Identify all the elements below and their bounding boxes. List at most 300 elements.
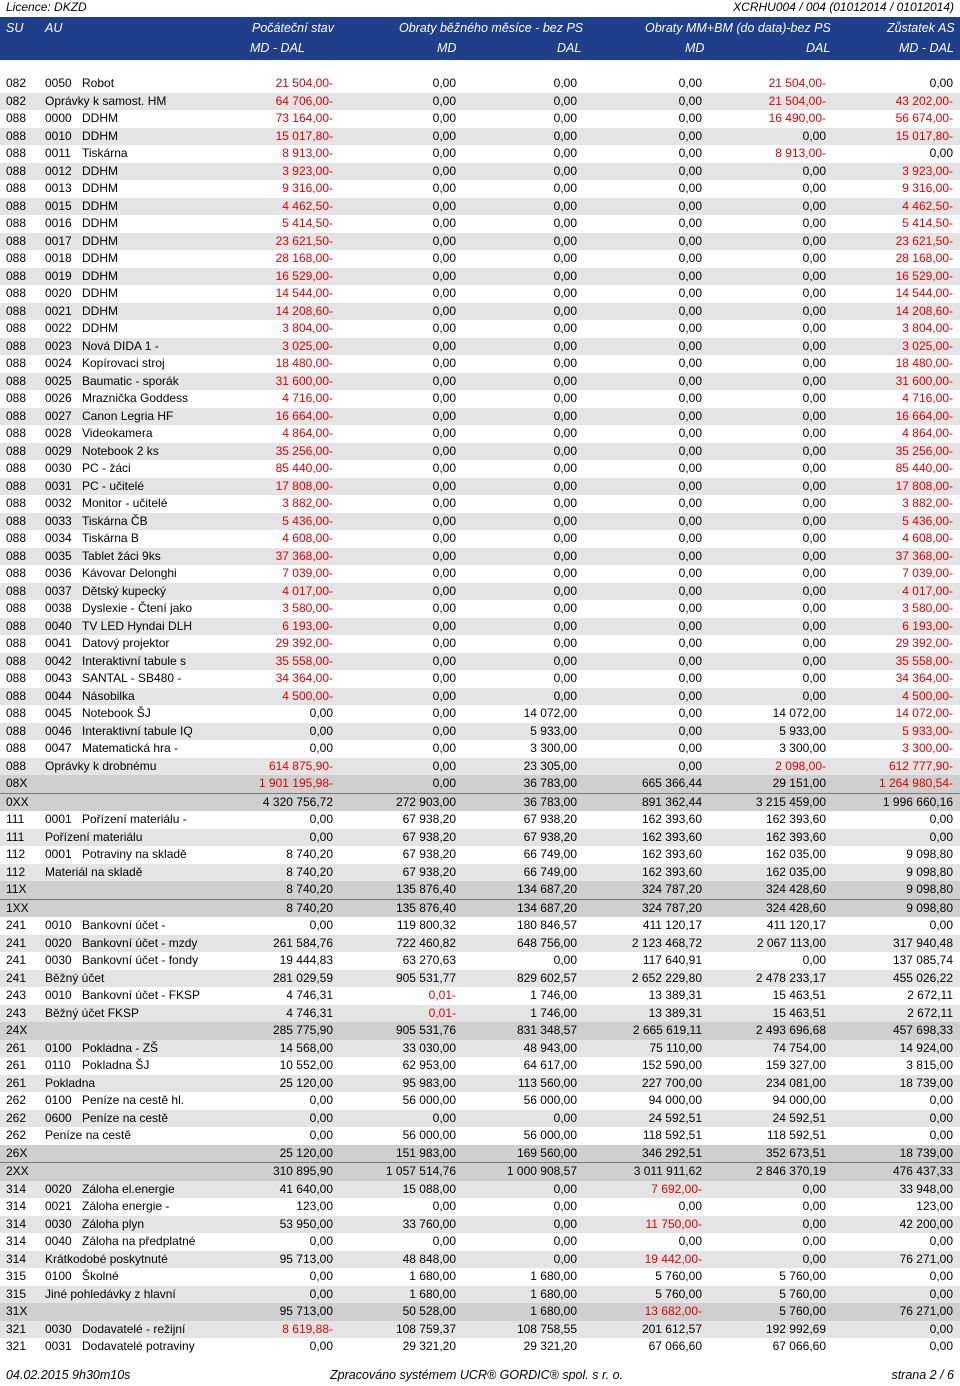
- value-cell: 0,00: [553, 1216, 577, 1231]
- value-cell: 56 000,00: [523, 1093, 577, 1107]
- su-cell: 315: [6, 1269, 27, 1283]
- table-row: [0, 285, 960, 303]
- value-cell: 0,00: [802, 1199, 826, 1213]
- value-cell: 9 098,80: [906, 882, 953, 896]
- value-cell: 346 292,51: [641, 1145, 702, 1160]
- value-cell: 0,00: [678, 93, 702, 108]
- name-cell: Peníze na cestě hl.: [82, 1093, 185, 1107]
- col-dal: DAL: [557, 41, 582, 55]
- value-cell: 85 440,00-: [895, 461, 953, 475]
- value-cell: 0,00: [309, 1110, 333, 1125]
- value-cell: 0,00: [553, 478, 577, 493]
- value-cell: 0,00: [432, 76, 456, 90]
- value-cell: 3 215 459,00: [755, 794, 826, 809]
- value-cell: 7 039,00-: [282, 566, 333, 580]
- name-cell: Tiskárna B: [82, 531, 139, 545]
- value-cell: 831 348,57: [516, 1023, 577, 1037]
- report-id: XCRHU004 / 004 (01012014 / 01012014): [733, 0, 954, 14]
- value-cell: 3 025,00-: [282, 338, 333, 353]
- value-cell: 2 478 233,17: [755, 970, 826, 985]
- value-cell: 0,00: [929, 1234, 953, 1248]
- name-cell: TV LED Hyndai DLH: [82, 618, 193, 633]
- value-cell: 0,00: [432, 706, 456, 720]
- value-cell: 0,00: [432, 128, 456, 143]
- value-cell: 0,01-: [428, 988, 456, 1002]
- value-cell: 4 716,00-: [902, 391, 953, 405]
- table-header: [0, 17, 960, 60]
- au-cell: 0100: [45, 1269, 72, 1283]
- value-cell: 31 600,00-: [895, 373, 953, 388]
- su-cell: 088: [6, 583, 27, 598]
- value-cell: 5 760,00: [655, 1269, 702, 1283]
- value-cell: 0,00: [678, 1234, 702, 1248]
- su-cell: 261: [6, 1058, 27, 1072]
- value-cell: 0,00: [802, 443, 826, 458]
- col-md-mm: MD: [685, 41, 705, 55]
- value-cell: 411 120,17: [766, 918, 826, 932]
- table-row: [0, 163, 960, 181]
- table-row: [0, 75, 960, 93]
- name-cell: Bankovní účet - mzdy: [82, 935, 198, 950]
- value-cell: 28 168,00-: [275, 251, 333, 265]
- value-cell: 95 713,00: [279, 1304, 333, 1318]
- su-cell: 088: [6, 706, 27, 720]
- value-cell: 36 783,00: [523, 776, 577, 790]
- table-row: [0, 987, 960, 1005]
- table-row: [0, 653, 960, 671]
- au-cell: 0036: [45, 566, 72, 580]
- au-cell: 0031: [45, 1339, 72, 1353]
- su-cell: 088: [6, 566, 27, 580]
- value-cell: 0,00: [553, 566, 577, 580]
- value-cell: 0,00: [678, 671, 702, 685]
- value-cell: 108 759,37: [395, 1321, 456, 1336]
- value-cell: 0,00: [432, 321, 456, 335]
- value-cell: 0,00: [802, 1234, 826, 1248]
- au-cell: 0040: [45, 1234, 72, 1248]
- su-cell: 314: [6, 1216, 27, 1231]
- value-cell: 24 592,51: [648, 1110, 702, 1125]
- value-cell: 16 664,00-: [275, 408, 333, 423]
- value-cell: 0,00: [678, 356, 702, 370]
- su-cell: 11X: [6, 882, 27, 896]
- su-cell: 088: [6, 181, 27, 195]
- name-cell: Pokladna: [45, 1075, 96, 1090]
- value-cell: 272 903,00: [395, 794, 456, 809]
- table-row: [0, 1110, 960, 1128]
- table-row: [0, 110, 960, 128]
- table-row: [0, 1181, 960, 1199]
- value-cell: 17 808,00-: [895, 478, 953, 493]
- name-cell: Násobilka: [82, 688, 135, 703]
- value-cell: 0,00: [553, 496, 577, 510]
- value-cell: 137 085,74: [892, 953, 953, 967]
- value-cell: 0,00: [553, 356, 577, 370]
- value-cell: 0,00: [678, 76, 702, 90]
- value-cell: 0,00: [678, 181, 702, 195]
- table-row: [0, 145, 960, 163]
- footer-date: 04.02.2015 9h30m10s: [6, 1368, 131, 1382]
- value-cell: 0,00: [802, 373, 826, 388]
- value-cell: 28 168,00-: [895, 251, 953, 265]
- table-row: [0, 250, 960, 268]
- value-cell: 9 098,80: [906, 900, 953, 915]
- value-cell: 95 983,00: [402, 1075, 456, 1090]
- value-cell: 3 804,00-: [902, 321, 953, 335]
- value-cell: 0,00: [553, 163, 577, 178]
- value-cell: 0,00: [802, 531, 826, 545]
- value-cell: 0,00: [678, 426, 702, 440]
- account-table: [0, 75, 960, 1356]
- su-cell: 262: [6, 1128, 27, 1142]
- value-cell: 0,00: [802, 338, 826, 353]
- name-cell: Krátkodobé poskytnuté: [45, 1251, 168, 1266]
- table-row: [0, 793, 960, 812]
- value-cell: 4 462,50-: [282, 198, 333, 213]
- su-cell: 243: [6, 988, 27, 1002]
- su-cell: 314: [6, 1251, 27, 1266]
- value-cell: 665 366,44: [641, 776, 702, 790]
- value-cell: 0,00: [802, 251, 826, 265]
- table-row: [0, 670, 960, 688]
- su-cell: 088: [6, 618, 27, 633]
- value-cell: 0,00: [929, 146, 953, 160]
- value-cell: 0,00: [678, 443, 702, 458]
- au-cell: 0025: [45, 373, 72, 388]
- value-cell: 0,00: [309, 1286, 333, 1301]
- value-cell: 0,00: [678, 146, 702, 160]
- value-cell: 4 017,00-: [902, 583, 953, 598]
- table-row: [0, 513, 960, 531]
- value-cell: 50 528,00: [402, 1304, 456, 1318]
- value-cell: 0,00: [802, 233, 826, 248]
- value-cell: 0,00: [678, 128, 702, 143]
- name-cell: SANTAL - SB480 -: [82, 671, 182, 685]
- name-cell: Dodavatelé - režijní: [82, 1321, 186, 1336]
- table-row: [0, 1022, 960, 1040]
- au-cell: 0050: [45, 76, 72, 90]
- value-cell: 35 256,00-: [895, 443, 953, 458]
- value-cell: 34 364,00-: [895, 671, 953, 685]
- value-cell: 4 500,00-: [902, 688, 953, 703]
- col-obraty: Obraty běžného měsíce - bez PS: [399, 21, 584, 35]
- name-cell: Dětský kupecký: [82, 583, 167, 598]
- au-cell: 0030: [45, 953, 72, 967]
- value-cell: 76 271,00: [899, 1251, 953, 1266]
- value-cell: 0,00: [432, 286, 456, 300]
- value-cell: 14 208,60-: [895, 303, 953, 318]
- value-cell: 31 600,00-: [275, 373, 333, 388]
- su-cell: 24X: [6, 1023, 28, 1037]
- value-cell: 37 368,00-: [275, 548, 333, 563]
- footer-system: Zpracováno systémem UCR® GORDIC® spol. s r. o.: [330, 1368, 624, 1382]
- table-row: [0, 775, 960, 793]
- name-cell: Oprávky k samost. HM: [45, 93, 167, 108]
- value-cell: 0,00: [432, 548, 456, 563]
- value-cell: 1 680,00: [409, 1286, 456, 1301]
- col-pocatecni: Počáteční stav: [252, 21, 334, 35]
- value-cell: 16 664,00-: [895, 408, 953, 423]
- value-cell: 261 584,76: [272, 935, 333, 950]
- au-cell: 0016: [45, 216, 72, 230]
- su-cell: 088: [6, 723, 27, 738]
- su-cell: 088: [6, 338, 27, 353]
- value-cell: 0,00: [678, 758, 702, 773]
- su-cell: 26X: [6, 1145, 28, 1160]
- su-cell: 088: [6, 548, 27, 563]
- value-cell: 85 440,00-: [275, 461, 333, 475]
- value-cell: 0,00: [802, 461, 826, 475]
- value-cell: 0,00: [432, 426, 456, 440]
- value-cell: 11 750,00-: [645, 1216, 702, 1231]
- value-cell: 0,00: [553, 216, 577, 230]
- value-cell: 5 760,00: [779, 1304, 826, 1318]
- value-cell: 455 026,22: [892, 970, 953, 985]
- value-cell: 37 368,00-: [895, 548, 953, 563]
- value-cell: 33 030,00: [402, 1040, 456, 1055]
- col-md: MD: [437, 41, 457, 55]
- value-cell: 41 640,00: [279, 1181, 333, 1196]
- value-cell: 0,00: [678, 513, 702, 528]
- value-cell: 0,00: [678, 321, 702, 335]
- name-cell: Kopírovaci stroj: [82, 356, 165, 370]
- table-row: [0, 565, 960, 583]
- value-cell: 227 700,00: [641, 1075, 702, 1090]
- name-cell: Notebook 2 ks: [82, 443, 159, 458]
- table-row: [0, 215, 960, 233]
- name-cell: Záloha el.energie: [82, 1181, 175, 1196]
- table-row: [0, 128, 960, 146]
- value-cell: 891 362,44: [641, 794, 702, 809]
- value-cell: 2 493 696,68: [755, 1023, 826, 1037]
- value-cell: 0,00: [432, 111, 456, 125]
- value-cell: 324 787,20: [641, 882, 702, 896]
- value-cell: 0,00: [929, 1269, 953, 1283]
- au-cell: 0017: [45, 233, 72, 248]
- value-cell: 2 067 113,00: [756, 935, 826, 950]
- value-cell: 0,00: [553, 251, 577, 265]
- value-cell: 0,00: [432, 408, 456, 423]
- value-cell: 0,00: [553, 688, 577, 703]
- col-md-dal-zust: MD - DAL: [899, 41, 954, 55]
- value-cell: 2 672,11: [907, 988, 953, 1002]
- value-cell: 0,00: [432, 1110, 456, 1125]
- value-cell: 0,00: [678, 198, 702, 213]
- value-cell: 21 504,00-: [275, 76, 333, 90]
- su-cell: 088: [6, 496, 27, 510]
- table-row: [0, 198, 960, 216]
- value-cell: 8 913,00-: [282, 146, 333, 160]
- su-cell: 314: [6, 1199, 27, 1213]
- value-cell: 0,00: [678, 373, 702, 388]
- table-row: [0, 93, 960, 111]
- value-cell: 0,00: [802, 356, 826, 370]
- name-cell: Záloha na předplatné: [82, 1234, 196, 1248]
- value-cell: 29 321,20: [402, 1339, 456, 1353]
- su-cell: 088: [6, 233, 27, 248]
- au-cell: 0046: [45, 723, 72, 738]
- value-cell: 0,00: [929, 1128, 953, 1142]
- value-cell: 23 305,00: [523, 758, 577, 773]
- su-cell: 088: [6, 373, 27, 388]
- value-cell: 0,00: [432, 723, 456, 738]
- name-cell: Notebook ŠJ: [82, 706, 151, 720]
- table-row: [0, 811, 960, 829]
- table-row: [0, 373, 960, 391]
- value-cell: 0,00: [802, 636, 826, 650]
- su-cell: 0XX: [6, 794, 29, 809]
- value-cell: 4 864,00-: [282, 426, 333, 440]
- su-cell: 112: [6, 847, 26, 861]
- value-cell: 0,00: [678, 163, 702, 178]
- value-cell: 118 592,51: [766, 1128, 826, 1142]
- value-cell: 0,00: [553, 531, 577, 545]
- su-cell: 088: [6, 391, 27, 405]
- value-cell: 905 531,77: [395, 970, 456, 985]
- value-cell: 0,00: [432, 163, 456, 178]
- value-cell: 7 039,00-: [902, 566, 953, 580]
- value-cell: 67 066,60: [648, 1339, 702, 1353]
- value-cell: 0,00: [929, 812, 953, 826]
- value-cell: 0,00: [432, 583, 456, 598]
- value-cell: 162 393,60: [765, 829, 826, 844]
- value-cell: 0,00: [802, 163, 826, 178]
- table-row: [0, 723, 960, 741]
- value-cell: 0,00: [432, 443, 456, 458]
- au-cell: 0001: [45, 812, 72, 826]
- value-cell: 0,00: [553, 93, 577, 108]
- value-cell: 18 480,00-: [895, 356, 953, 370]
- value-cell: 21 504,00-: [768, 76, 826, 90]
- au-cell: 0018: [45, 251, 72, 265]
- value-cell: 162 393,60: [765, 812, 826, 826]
- table-row: [0, 1005, 960, 1023]
- value-cell: 0,00: [802, 601, 826, 615]
- name-cell: Robot: [82, 76, 115, 90]
- value-cell: 0,00: [802, 303, 826, 318]
- value-cell: 0,00: [309, 829, 333, 844]
- name-cell: Bankovní účet - fondy: [82, 953, 199, 967]
- table-row: [0, 705, 960, 723]
- table-row: [0, 1145, 960, 1163]
- au-cell: 0044: [45, 688, 72, 703]
- value-cell: 0,00: [678, 566, 702, 580]
- su-cell: 241: [6, 935, 27, 950]
- name-cell: Dodavatelé potraviny: [82, 1339, 195, 1353]
- value-cell: 1 680,00: [530, 1286, 577, 1301]
- name-cell: Potraviny na skladě: [82, 847, 187, 861]
- value-cell: 0,00: [802, 268, 826, 283]
- au-cell: 0019: [45, 268, 72, 283]
- value-cell: 6 193,00-: [282, 618, 333, 633]
- value-cell: 3 300,00-: [902, 741, 953, 755]
- su-cell: 2XX: [6, 1164, 29, 1178]
- value-cell: 43 202,00-: [895, 93, 953, 108]
- value-cell: 0,00: [678, 391, 702, 405]
- value-cell: 118 592,51: [642, 1128, 702, 1142]
- value-cell: 76 271,00: [899, 1304, 953, 1318]
- value-cell: 0,00: [802, 548, 826, 563]
- value-cell: 17 808,00-: [275, 478, 333, 493]
- value-cell: 0,00: [678, 496, 702, 510]
- value-cell: 829 602,57: [516, 970, 577, 985]
- value-cell: 317 940,48: [892, 935, 953, 950]
- value-cell: 0,00: [309, 1234, 333, 1248]
- value-cell: 0,00: [802, 513, 826, 528]
- au-cell: 0033: [45, 513, 72, 528]
- value-cell: 19 444,83: [279, 953, 333, 967]
- value-cell: 64 706,00-: [275, 93, 333, 108]
- value-cell: 14 924,00: [899, 1040, 953, 1055]
- au-cell: 0028: [45, 426, 72, 440]
- value-cell: 66 749,00: [523, 864, 577, 879]
- value-cell: 0,00: [678, 461, 702, 475]
- value-cell: 2 672,11: [907, 1005, 953, 1020]
- value-cell: 2 652 229,80: [631, 970, 702, 985]
- au-cell: 0001: [45, 847, 72, 861]
- value-cell: 9 316,00-: [282, 181, 333, 195]
- value-cell: 10 552,00: [279, 1058, 333, 1072]
- value-cell: 0,00: [678, 653, 702, 668]
- name-cell: Běžný účet FKSP: [45, 1005, 140, 1020]
- value-cell: 67 938,20: [402, 829, 456, 844]
- name-cell: Bankovní účet - FKSP: [82, 988, 201, 1002]
- value-cell: 201 612,57: [641, 1321, 702, 1336]
- su-cell: 082: [6, 93, 27, 108]
- value-cell: 48 848,00: [402, 1251, 456, 1266]
- value-cell: 119 800,32: [396, 918, 456, 932]
- value-cell: 63 270,63: [402, 953, 456, 967]
- value-cell: 5 436,00-: [902, 513, 953, 528]
- su-cell: 088: [6, 111, 27, 125]
- table-row: [0, 1321, 960, 1339]
- value-cell: 1 680,00: [530, 1269, 577, 1283]
- table-row: [0, 548, 960, 566]
- value-cell: 74 754,00: [772, 1040, 826, 1055]
- name-cell: Datový projektor: [82, 636, 170, 650]
- value-cell: 0,00: [678, 303, 702, 318]
- au-cell: 0020: [45, 1181, 72, 1196]
- value-cell: 0,00: [553, 286, 577, 300]
- value-cell: 1 057 514,76: [385, 1164, 456, 1178]
- value-cell: 0,00: [309, 706, 333, 720]
- value-cell: 162 035,00: [765, 864, 826, 879]
- table-row: [0, 1338, 960, 1356]
- value-cell: 0,00: [553, 373, 577, 388]
- value-cell: 5 414,50-: [902, 216, 953, 230]
- name-cell: Záloha energie -: [82, 1199, 170, 1213]
- su-cell: 088: [6, 758, 27, 773]
- value-cell: 285 775,90: [272, 1023, 333, 1037]
- name-cell: Kávovar Delonghi: [82, 566, 177, 580]
- col-md-dal: MD - DAL: [250, 41, 305, 55]
- value-cell: 0,00: [432, 601, 456, 615]
- table-row: [0, 1251, 960, 1269]
- value-cell: 0,00: [929, 918, 953, 932]
- table-row: [0, 1286, 960, 1304]
- value-cell: 0,00: [678, 478, 702, 493]
- su-cell: 088: [6, 513, 27, 528]
- value-cell: 15 463,51: [772, 1005, 826, 1020]
- value-cell: 0,00: [553, 671, 577, 685]
- value-cell: 3 923,00-: [282, 163, 333, 178]
- value-cell: 1 746,00: [530, 1005, 577, 1020]
- value-cell: 0,00: [553, 583, 577, 598]
- value-cell: 0,00: [553, 1199, 577, 1213]
- value-cell: 0,00: [553, 601, 577, 615]
- au-cell: 0030: [45, 461, 72, 475]
- value-cell: 108 758,55: [516, 1321, 577, 1336]
